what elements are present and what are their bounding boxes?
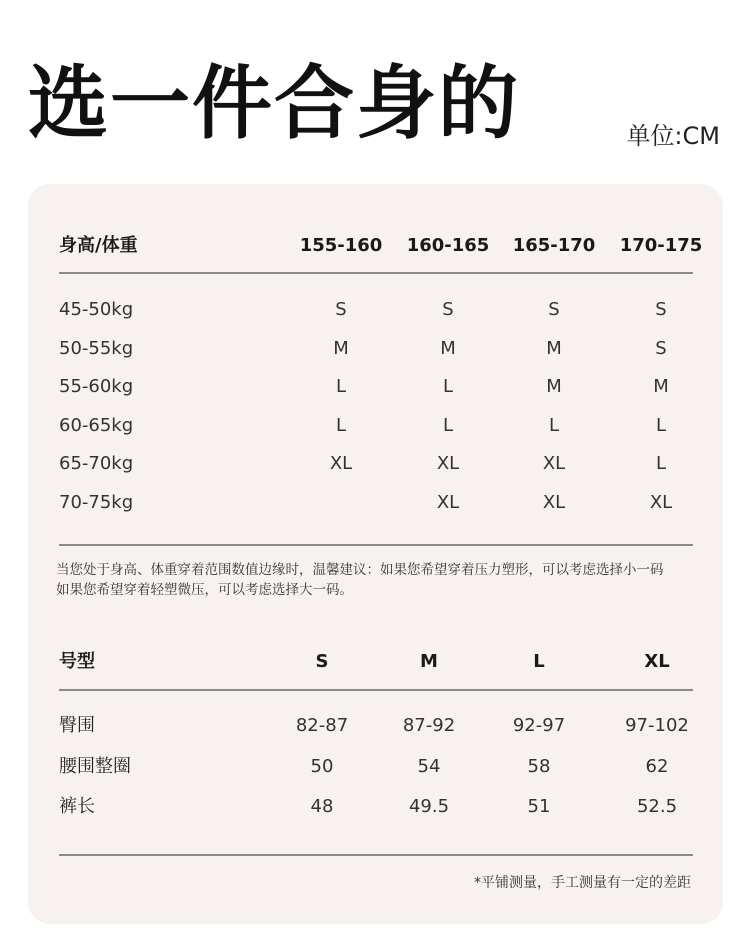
size-cell: XL <box>542 453 566 474</box>
measurement-cell: 52.5 <box>636 796 678 817</box>
row-label: 腰围整圈 <box>59 756 131 777</box>
size-cell: S <box>548 299 560 320</box>
row-label: 臀围 <box>59 715 95 736</box>
header-col: M <box>420 651 438 672</box>
size-cell: L <box>442 415 454 436</box>
size-cell: S <box>335 299 347 320</box>
table-header-row <box>28 647 723 677</box>
measurement-cell: 97-102 <box>625 715 689 736</box>
size-cell: S <box>655 338 667 359</box>
table-row <box>28 488 723 518</box>
size-cell: XL <box>436 453 460 474</box>
size-cell: XL <box>649 492 673 513</box>
size-cell: S <box>442 299 454 320</box>
size-cell: L <box>335 415 347 436</box>
header-col: 165-170 <box>512 235 596 256</box>
size-chart-card <box>28 184 723 924</box>
size-cell: XL <box>436 492 460 513</box>
row-label: 70-75kg <box>59 492 134 513</box>
measurement-cell: 58 <box>527 756 551 777</box>
header-col: 155-160 <box>299 235 383 256</box>
sizing-advice-note <box>56 560 706 600</box>
size-cell: XL <box>329 453 353 474</box>
table-row <box>28 449 723 479</box>
row-label: 65-70kg <box>59 453 134 474</box>
table-row <box>28 711 723 741</box>
header-col: S <box>315 651 329 672</box>
size-cell: M <box>653 376 669 397</box>
size-cell: M <box>546 376 562 397</box>
note-line: 当您处于身高、体重穿着范围数值边缘时，温馨建议：如果您希望穿着压力塑形，可以考虑选择小一码 <box>56 562 664 578</box>
divider <box>59 272 693 274</box>
row-label: 裤长 <box>59 796 95 817</box>
size-cell: L <box>548 415 560 436</box>
size-cell: L <box>655 453 667 474</box>
header-label: 号型 <box>59 651 95 672</box>
measurement-cell: 49.5 <box>408 796 450 817</box>
measurement-cell: 62 <box>645 756 669 777</box>
table-row <box>28 752 723 782</box>
divider <box>59 689 693 691</box>
table-row <box>28 295 723 325</box>
header-col: XL <box>644 651 670 672</box>
size-cell: L <box>442 376 454 397</box>
measurement-cell: 87-92 <box>402 715 456 736</box>
measurement-cell: 54 <box>417 756 441 777</box>
size-cell: S <box>655 299 667 320</box>
row-label: 55-60kg <box>59 376 134 397</box>
measurement-cell: 48 <box>310 796 334 817</box>
size-cell: XL <box>542 492 566 513</box>
header-col: L <box>533 651 545 672</box>
note-line: 如果您希望穿着轻塑微压，可以考虑选择大一码。 <box>56 582 353 598</box>
divider <box>59 854 693 856</box>
table-row <box>28 334 723 364</box>
divider <box>59 544 693 546</box>
header-col: 160-165 <box>406 235 490 256</box>
size-cell: M <box>333 338 349 359</box>
size-cell: L <box>335 376 347 397</box>
measurement-cell: 92-97 <box>512 715 566 736</box>
table-row <box>28 372 723 402</box>
row-label: 50-55kg <box>59 338 134 359</box>
measurement-cell: 50 <box>310 756 334 777</box>
size-cell: L <box>655 415 667 436</box>
unit-label: 单位:CM <box>626 122 720 150</box>
row-label: 45-50kg <box>59 299 134 320</box>
measurement-cell: 82-87 <box>295 715 349 736</box>
size-cell: M <box>440 338 456 359</box>
table-row <box>28 411 723 441</box>
table-header-row <box>28 231 723 261</box>
table-row <box>28 792 723 822</box>
size-cell <box>296 488 386 518</box>
row-label: 60-65kg <box>59 415 134 436</box>
size-cell: M <box>546 338 562 359</box>
header-col: 170-175 <box>619 235 703 256</box>
header-label: 身高/体重 <box>59 235 138 256</box>
measurement-cell: 51 <box>527 796 551 817</box>
measurement-footnote: *平铺测量，手工测量有一定的差距 <box>474 875 691 891</box>
page-title: 选一件合身的 <box>28 57 520 150</box>
